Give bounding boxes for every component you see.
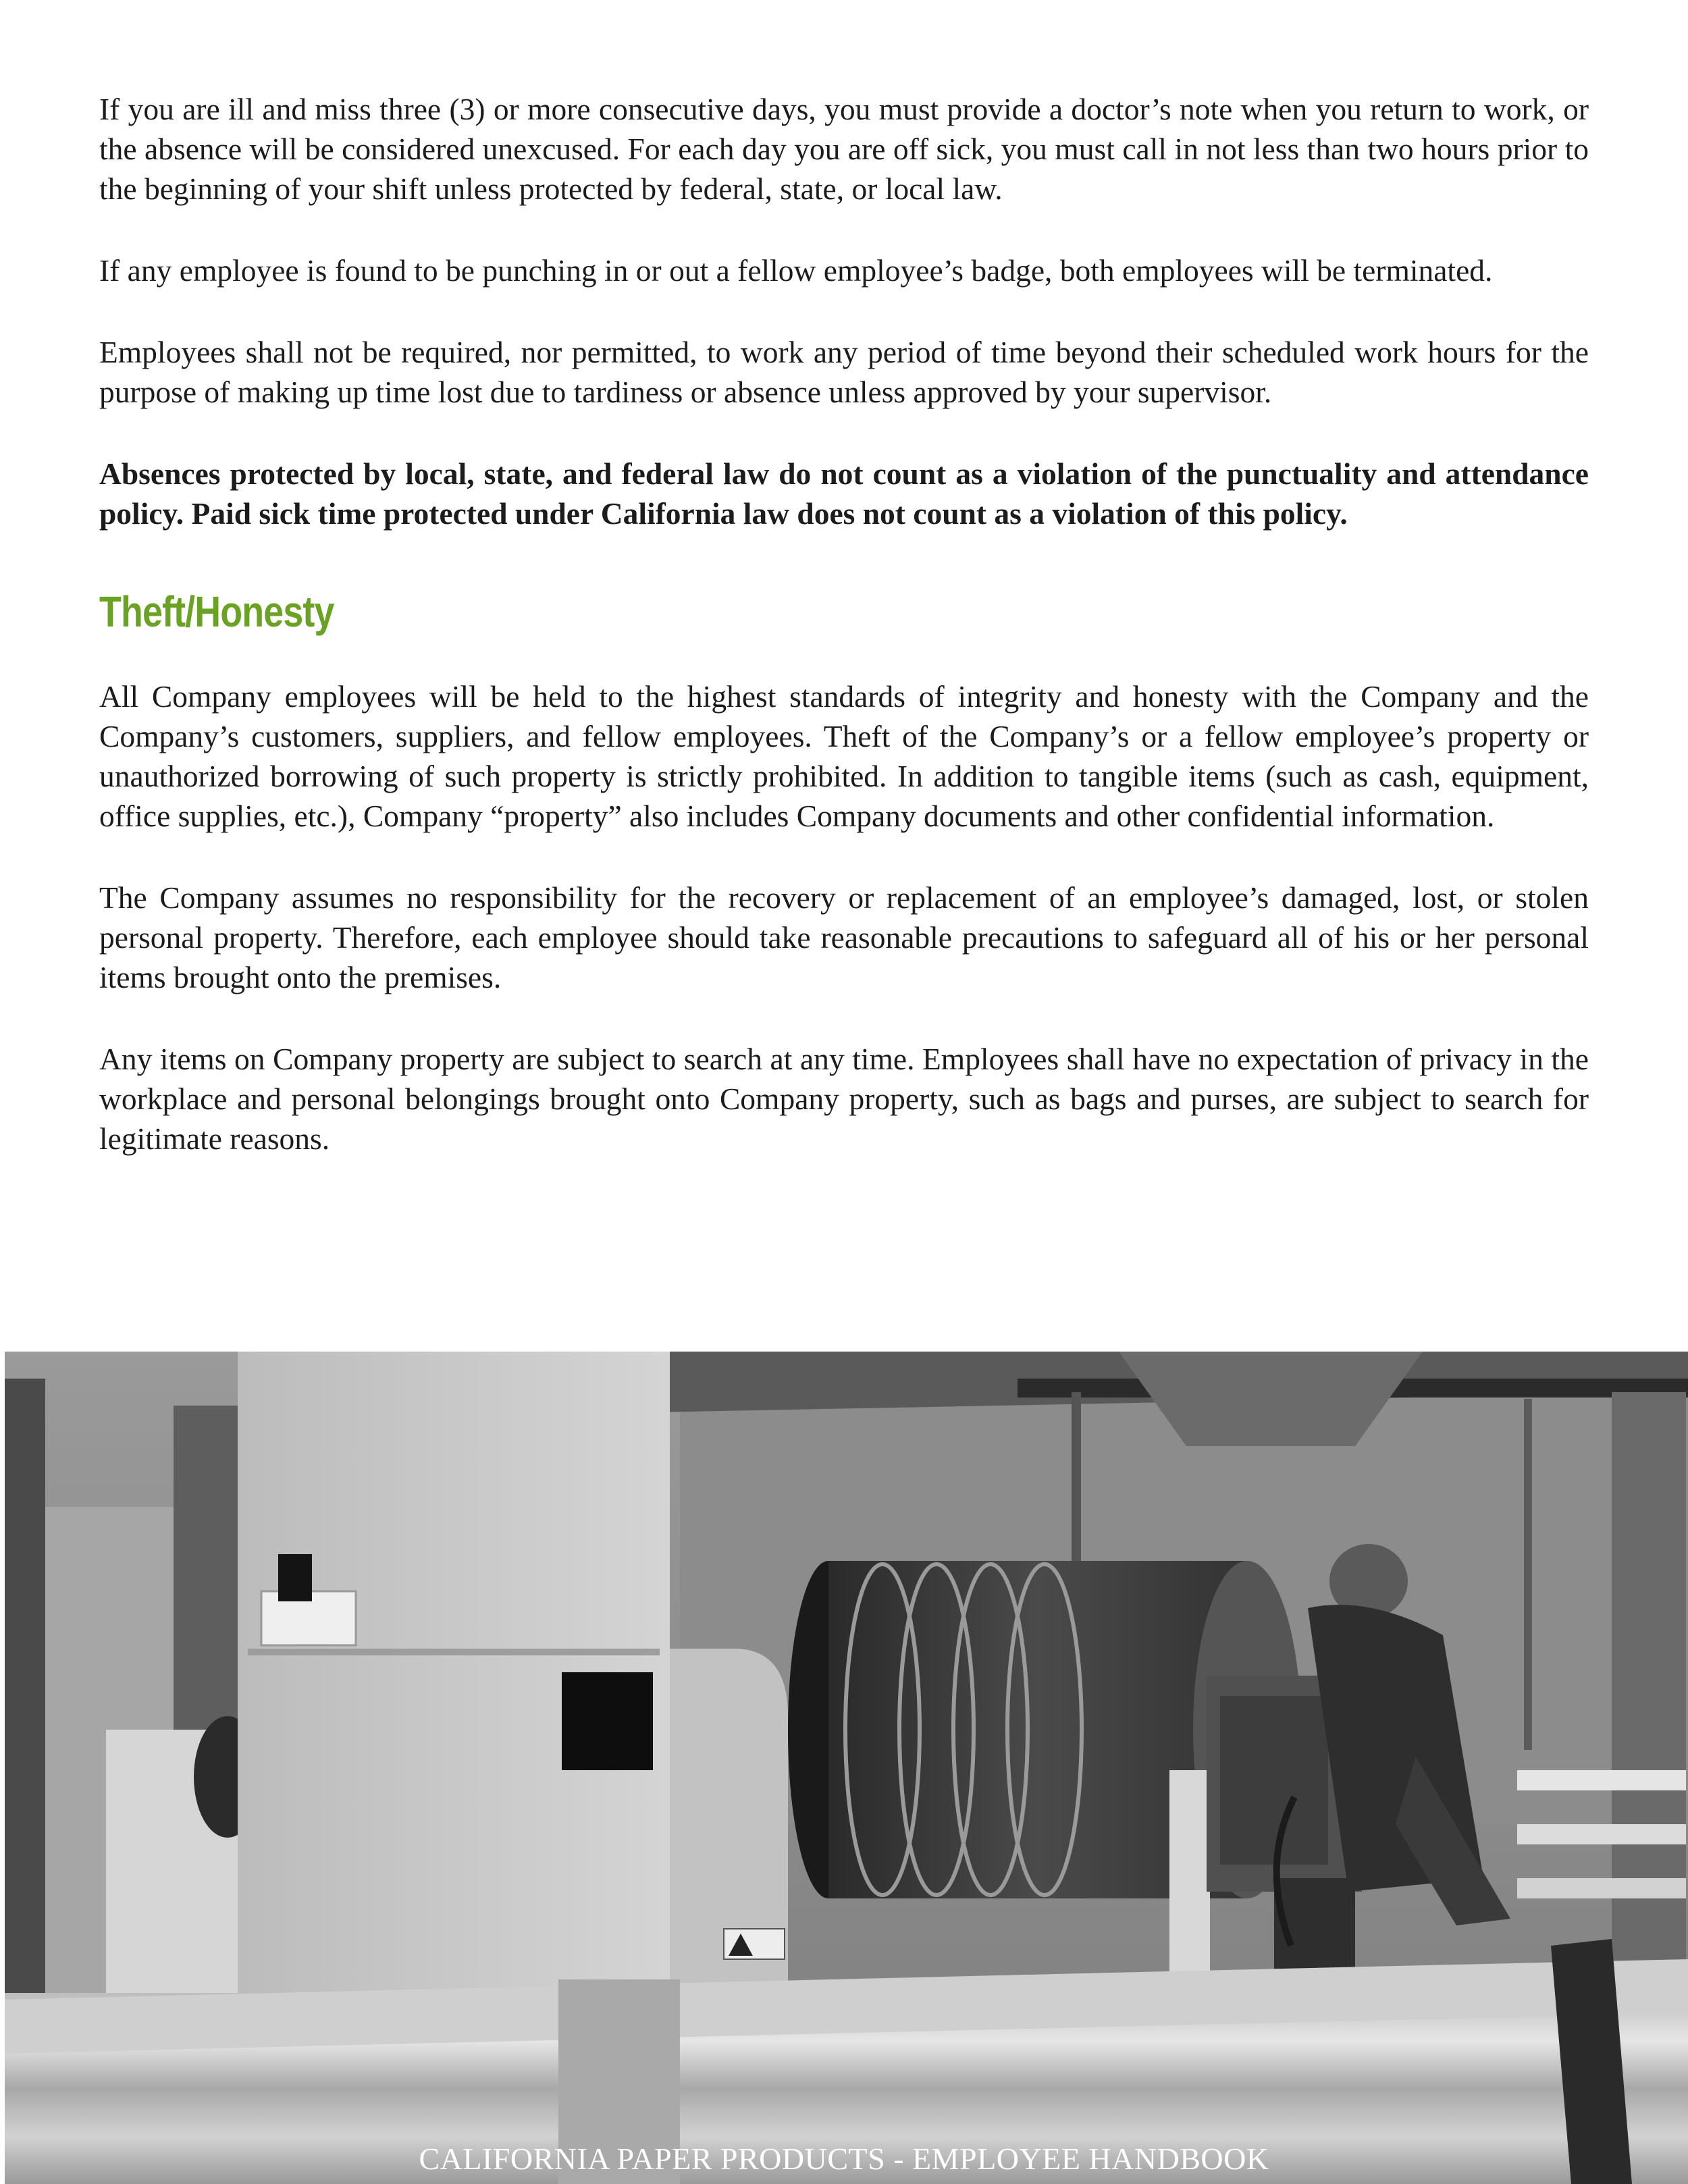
section-heading-theft-honesty: Theft/Honesty bbox=[99, 587, 334, 636]
document-body bbox=[99, 89, 1589, 1200]
make-up-time-paragraph: Employees shall not be required, nor permitted, to work any period of time beyond their scheduled work hours for the purpose of making up time lost due to tardiness or absence unless approved by your supervisor. bbox=[99, 335, 1589, 409]
integrity-paragraph: All Company employees will be held to the highest standards of integrity and honesty with the Company and the Company’s customers, suppliers, and fellow employees. Theft of the Company’s or a fellow employee’s property or unauthorized borrowing of such property is strictly prohibited. In addition to tangible items (such as cash, equipment, office supplies, etc.), Company “property” also includes Company documents and other confidential information. bbox=[99, 679, 1589, 833]
protected-absences-notice: Absences protected by local, state, and federal law do not count as a violation of the punctuality and attendance policy. Paid sick time protected under California law does not count as a violation of this policy. bbox=[99, 456, 1589, 531]
factory-machine-photo bbox=[5, 1352, 1688, 2184]
footer-handbook-title: CALIFORNIA PAPER PRODUCTS - EMPLOYEE HANDBOOK bbox=[419, 2141, 1269, 2176]
search-policy-paragraph: Any items on Company property are subject to search at any time. Employees shall have no expectation of privacy in the workplace and personal belongings brought onto Company property, such as bags and purses, are subject to search for legitimate reasons. bbox=[99, 1042, 1589, 1156]
sick-leave-paragraph: If you are ill and miss three (3) or more consecutive days, you must provide a doctor’s note when you return to work, or the absence will be considered unexcused. For each day you are off sick, you must call in not less than two hours prior to the beginning of your shift unless protected by federal, state, or local law. bbox=[99, 92, 1589, 206]
badge-punching-paragraph: If any employee is found to be punching in or out a fellow employee’s badge, both employees will be terminated. bbox=[99, 253, 1493, 288]
personal-property-paragraph: The Company assumes no responsibility for the recovery or replacement of an employee’s damaged, lost, or stolen personal property. Therefore, each employee should take reasonable precautions to safeguard all of his or her personal items brought onto the premises. bbox=[99, 880, 1589, 994]
